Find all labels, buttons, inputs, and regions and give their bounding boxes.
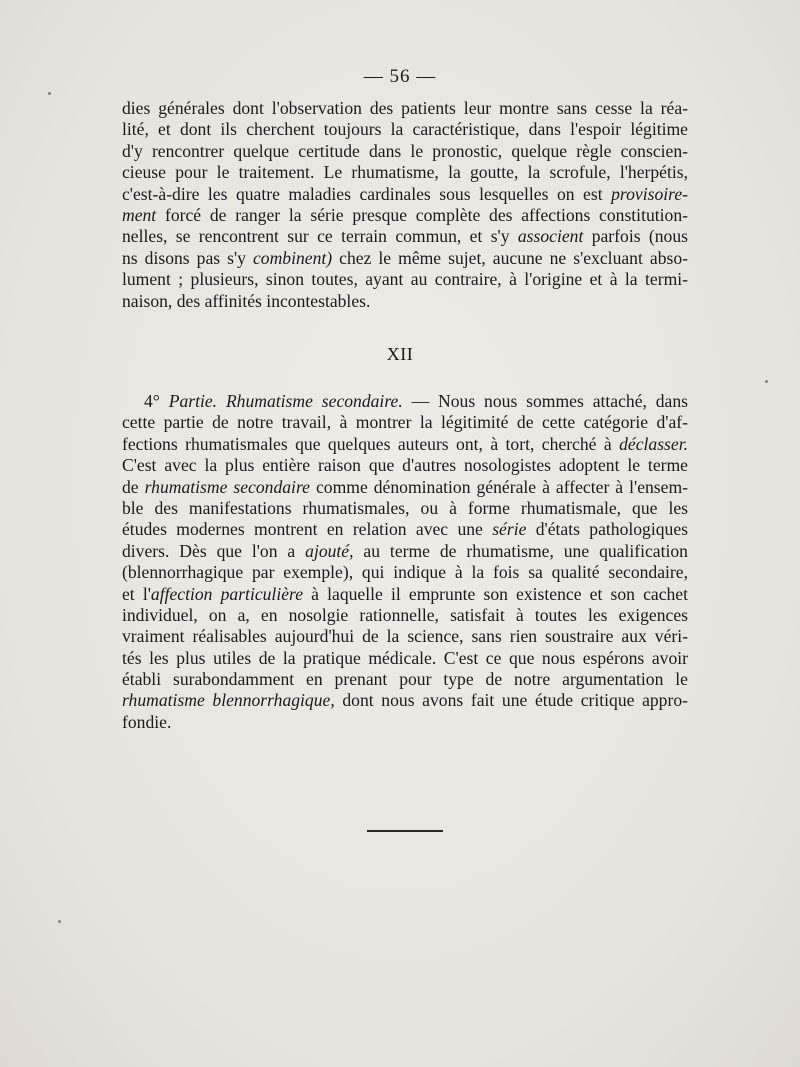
text-line <box>122 226 688 247</box>
text-line <box>122 541 688 562</box>
text-run: dont nous avons fait une étude critique appro- <box>334 690 688 711</box>
italic-text: ment <box>122 204 157 225</box>
text-line <box>122 626 688 647</box>
section-title: XII <box>386 344 414 364</box>
paragraph-1 <box>122 98 688 312</box>
text-line <box>122 98 688 119</box>
italic-text: série <box>492 519 527 540</box>
paper-speck <box>765 380 768 383</box>
paragraph-2 <box>122 391 688 733</box>
text-run: comme dénomination générale à affecter à l'ensem- <box>309 476 688 497</box>
paper-speck <box>48 92 51 95</box>
italic-text: ajouté, <box>305 540 354 561</box>
text-line <box>122 712 688 733</box>
text-line <box>122 605 688 626</box>
text-run: cette partie de notre travail, à montrer la légitimité de cette catégorie d'af- <box>122 412 688 433</box>
text-line <box>122 119 688 140</box>
text-run: lité, et dont ils cherchent toujours la caractéristique, dans l'espoir légitime <box>122 119 688 140</box>
text-run: individuel, on a, en nosolgie rationnelle, satisfait à toutes les exigences <box>122 604 688 625</box>
text-line <box>122 498 688 519</box>
text-run: — Nous nous sommes attaché, dans <box>402 391 689 411</box>
text-line <box>122 584 688 605</box>
text-run: 4° <box>144 391 169 411</box>
text-line <box>122 434 688 455</box>
text-run: parfois (nous <box>583 226 688 247</box>
text-run: tés les plus utiles de la pratique médicale. C'est ce que nous espérons avoir <box>122 647 688 668</box>
text-run: fections rhumatismales que quelques auteurs ont, à tort, cherché à <box>122 433 620 454</box>
italic-text: combinent) <box>252 247 333 268</box>
page-number-header: — 56 — <box>363 66 437 87</box>
text-run: établi surabondamment en prenant pour type de notre argumentation le <box>122 669 688 690</box>
text-line <box>122 562 688 583</box>
paper-speck <box>58 920 61 923</box>
text-run: C'est avec la plus entière raison que d'autres nosologistes adoptent le terme <box>122 455 688 476</box>
text-line <box>122 455 688 476</box>
text-line <box>122 205 688 226</box>
text-line <box>122 412 688 433</box>
text-line <box>122 184 688 205</box>
text-run: forcé de ranger la série presque complète des affections constitution- <box>156 204 688 225</box>
text-run: vraiment réalisables aujourd'hui de la science, sans rien soustraire aux véri- <box>122 626 688 647</box>
text-run: études modernes montrent en relation avec une <box>122 519 493 540</box>
text-run: au terme de rhumatisme, une qualification <box>353 540 688 561</box>
text-run: d'états pathologiques <box>526 519 688 540</box>
text-line <box>122 269 688 290</box>
text-line <box>122 648 688 669</box>
text-run: naison, des affinités incontestables. <box>122 290 371 311</box>
italic-text: rhumatisme secondaire <box>144 476 310 497</box>
text-line <box>122 248 688 269</box>
text-run: (blennorrhagique par exemple), qui indique à la fois sa qualité secondaire, <box>122 562 688 583</box>
text-run: fondie. <box>122 711 172 732</box>
italic-text: provisoire- <box>611 183 688 204</box>
text-run: dies générales dont l'observation des patients leur montre sans cesse la réa- <box>122 98 688 118</box>
text-line <box>122 519 688 540</box>
text-line <box>122 669 688 690</box>
text-run: divers. Dès que l'on a <box>122 540 306 561</box>
end-rule <box>367 830 443 832</box>
text-run: de <box>122 476 145 497</box>
text-run: cieuse pour le traitement. Le rhumatisme, la goutte, la scrofule, l'herpétis, <box>122 162 688 183</box>
text-line <box>122 291 688 312</box>
italic-text: affection particulière <box>150 583 304 604</box>
text-line <box>122 141 688 162</box>
text-line <box>122 690 688 711</box>
text-run: d'y rencontrer quelque certitude dans le pronostic, quelque règle conscien- <box>122 140 688 161</box>
text-line <box>122 477 688 498</box>
italic-text: Partie. Rhumatisme secondaire. <box>168 391 403 411</box>
italic-text: associent <box>517 226 584 247</box>
italic-text: rhumatisme blennorrhagique, <box>122 690 335 711</box>
text-run: nelles, se rencontrent sur ce terrain commun, et s'y <box>122 226 518 247</box>
text-run: ble des manifestations rhumatismales, ou à forme rhumatismale, que les <box>122 497 688 518</box>
text-run: à laquelle il emprunte son existence et son cachet <box>303 583 689 604</box>
text-run: chez le même sujet, aucune ne s'excluant abso- <box>332 247 688 268</box>
italic-text: déclasser. <box>619 433 688 454</box>
text-line <box>122 391 688 412</box>
text-run: c'est-à-dire les quatre maladies cardinales sous lesquelles on est <box>122 183 612 204</box>
text-run: lument ; plusieurs, sinon toutes, ayant au contraire, à l'origine et à la termi- <box>122 269 688 290</box>
text-line <box>122 162 688 183</box>
text-run: ns disons pas s'y <box>122 247 253 268</box>
text-run: et l' <box>122 583 151 604</box>
